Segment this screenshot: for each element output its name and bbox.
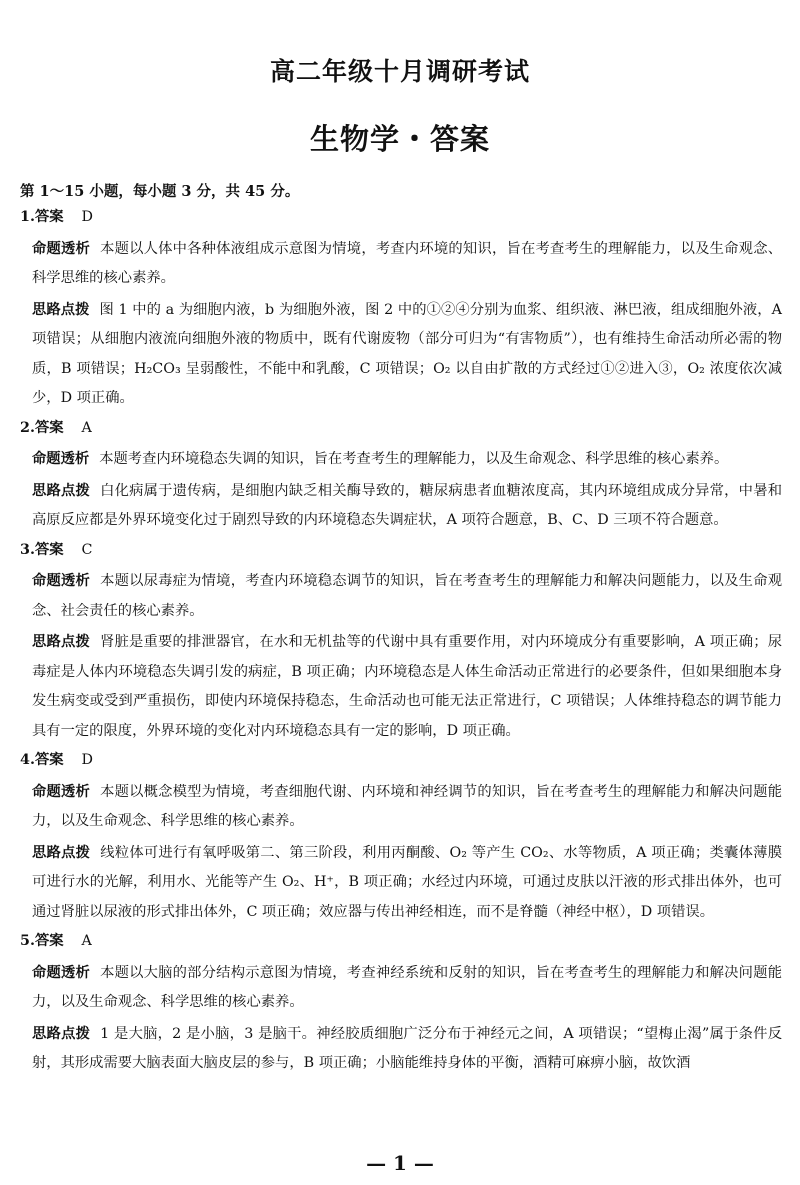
analysis-text: 本题考查内环境稳态失调的知识，旨在考查考生的理解能力，以及生命观念、科学思维的核心素养。 (99, 451, 729, 467)
scoring-intro: 第 1～15 小题，每小题 3 分，共 45 分。 (20, 183, 300, 200)
analysis-paragraph (20, 445, 782, 475)
analysis-paragraph (20, 778, 782, 837)
analysis-paragraph (20, 567, 782, 626)
question-number: 5. (20, 933, 35, 949)
solution-label: 思路点拨 (32, 1025, 91, 1042)
question-number: 3. (20, 541, 35, 558)
question-header (20, 203, 782, 233)
question-header (20, 414, 782, 444)
analysis-paragraph (20, 235, 782, 294)
solution-text: 线粒体可进行有氧呼吸第二、第三阶段，利用丙酮酸、O₂ 等产生 CO₂、水等物质，A 项正确；类囊体薄膜可进行水的光解，利用水、光能等产生 O₂、H⁺，B 项正确；水经过内环境，可通过皮肤以汗液的形式排出体外，也可通过肾脏以尿液的形式排出体外，C 项正确；效应器与传出神经相连，而不是脊髓（神经中枢），D 项错误。 (32, 844, 782, 920)
answer-label: 答案 (34, 541, 64, 558)
solution-paragraph (20, 628, 782, 746)
solution-paragraph (20, 477, 782, 536)
question-number: 2. (20, 419, 35, 436)
question-header (20, 536, 782, 566)
analysis-label: 命题透析 (32, 573, 91, 589)
answer-value: D (81, 209, 93, 225)
question-header (20, 746, 782, 776)
question-block (20, 203, 782, 414)
solution-label: 思路点拨 (32, 301, 90, 318)
page-number: — 1 — (366, 1151, 434, 1175)
analysis-text: 本题以概念模型为情境，考查细胞代谢、内环境和神经调节的知识，旨在考查考生的理解能力和解决问题能力，以及生命观念、科学思维的核心素养。 (32, 783, 783, 829)
question-number: 4. (20, 752, 35, 768)
exam-title: 高二年级十月调研考试 (269, 57, 530, 86)
analysis-label: 命题透析 (32, 783, 91, 800)
analysis-label: 命题透析 (32, 964, 91, 981)
solution-text: 白化病属于遗传病，是细胞内缺乏相关酶导致的，糖尿病患者血糖浓度高，其内环境组成成分异常，中暑和高原反应都是外界环境变化过于剧烈导致的内环境稳态失调症状，A 项符合题意，B、C、D 三项不符合题意。 (32, 482, 783, 528)
solution-text: 1 是大脑，2 是小脑，3 是脑干。神经胶质细胞广泛分布于神经元之间，A 项错误；“望梅止渴”属于条件反射，其形成需要大脑表面大脑皮层的参与，B 项正确；小脑能维持身体的平衡，酒精可麻痹小脑，故饮酒 (32, 1025, 783, 1071)
answer-label: 答案 (34, 933, 64, 949)
answer-value: D (81, 752, 93, 768)
analysis-text: 本题以尿毒症为情境，考查内环境稳态调节的知识，旨在考查考生的理解能力和解决问题能力，以及生命观念、社会责任的核心素养。 (32, 573, 783, 619)
analysis-label: 命题透析 (32, 240, 91, 257)
solution-label: 思路点拨 (32, 634, 91, 650)
answer-label: 答案 (34, 419, 64, 436)
solution-paragraph (20, 1020, 782, 1079)
solution-label: 思路点拨 (32, 844, 91, 861)
question-block (20, 414, 782, 536)
analysis-paragraph (20, 959, 782, 1018)
answer-value: A (81, 933, 92, 949)
question-block (20, 536, 782, 747)
solution-text: 图 1 中的 a 为细胞内液，b 为细胞外液，图 2 中的①②④分别为血浆、组织液、淋巴液，组成细胞外液，A 项错误；从细胞内液流向细胞外液的物质中，既有代谢废物（部分可归为“有害物质”），也有维持生命活动所必需的物质，B 项错误；H₂CO₃ 呈弱酸性，不能中和乳酸，C 项错误；O₂ 以自由扩散的方式经过①②进入③，O₂ 浓度依次减少，D 项正确。 (32, 301, 782, 406)
solution-paragraph (20, 839, 782, 928)
analysis-text: 本题以人体中各种体液组成示意图为情境，考查内环境的知识，旨在考查考生的理解能力，以及生命观念、科学思维的核心素养。 (32, 240, 783, 286)
answer-list (20, 203, 782, 1079)
analysis-text: 本题以大脑的部分结构示意图为情境，考查神经系统和反射的知识，旨在考查考生的理解能力和解决问题能力，以及生命观念、科学思维的核心素养。 (32, 964, 783, 1010)
analysis-label: 命题透析 (32, 451, 90, 467)
question-block (20, 746, 782, 927)
question-number: 1. (20, 209, 35, 225)
solution-text: 肾脏是重要的排泄器官，在水和无机盐等的代谢中具有重要作用，对内环境成分有重要影响，A 项正确；尿毒症是人体内环境稳态失调引发的病症，B 项正确；内环境稳态是人体生命活动正常进行的必要条件，但如果细胞本身发生病变或受到严重损伤，即使内环境保持稳态，生命活动也可能无法正常进行，C 项错误；人体维持稳态的调节能力具有一定的限度，外界环境的变化对内环境稳态具有一定的影响，D 项正确。 (32, 634, 782, 739)
answer-label: 答案 (34, 209, 64, 225)
question-header (20, 927, 782, 957)
answer-value: A (81, 419, 92, 436)
answer-value: C (81, 541, 93, 558)
question-block (20, 927, 782, 1079)
solution-paragraph (20, 296, 782, 414)
exam-subtitle: 生物学・答案 (309, 122, 490, 156)
answer-label: 答案 (34, 752, 64, 768)
solution-label: 思路点拨 (32, 482, 91, 499)
